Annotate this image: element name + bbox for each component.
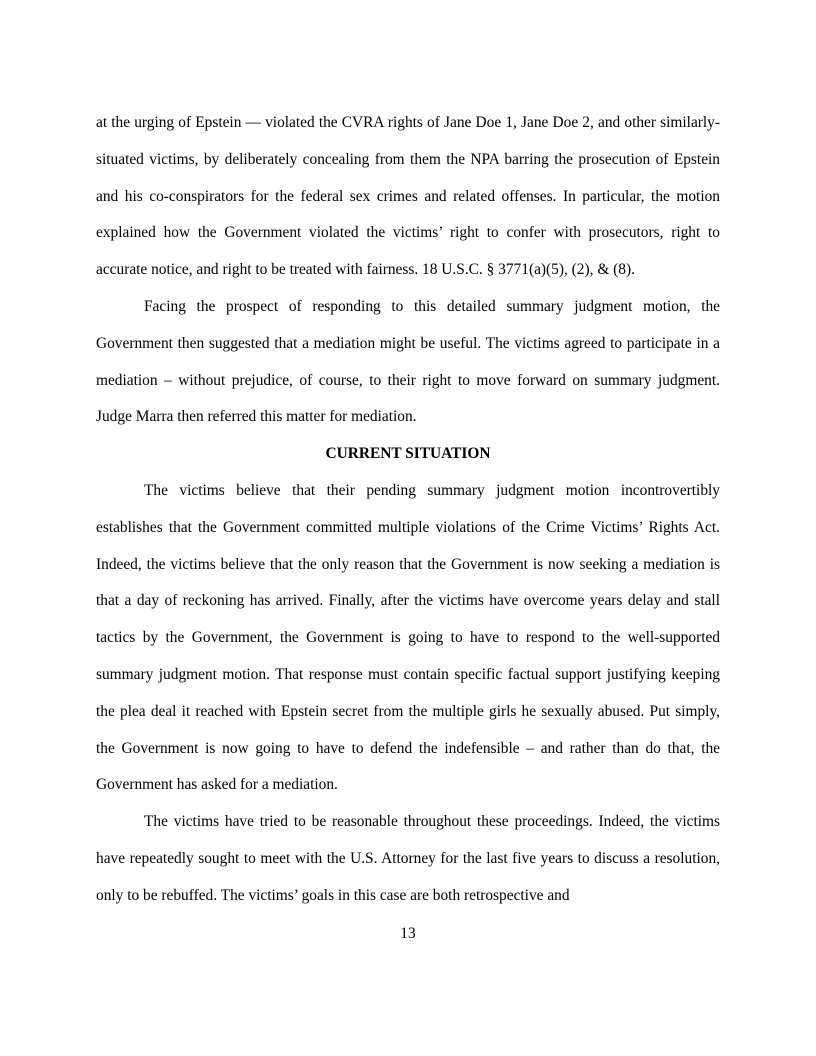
paragraph-summary-judgment: The victims believe that their pending summary judgment motion incontrovertibly establishes that the Government committed multiple violations of the Crime Victims’ Rights Act. Indeed, the victims believe that the only reason that the Government is now seeking a mediation is that a day of reckoning has arrived. Finally, after the victims have overcome years delay and stall tactics by the Government, the Government is going to have to respond to the well-supported summary judgment motion. That response must contain specific factual support justifying keeping the plea deal it reached with Epstein secret from the multiple girls he sexually abused. Put simply, the Government is now going to have to defend the indefensible – and rather than do that, the Government has asked for a mediation. — [96, 481, 720, 794]
paragraph-continuation: at the urging of Epstein — violated the CVRA rights of Jane Doe 1, Jane Doe 2, and other similarly-situated victims, by deliberately concealing from them the NPA barring the prosecution of Epstein and his co-conspirators for the federal sex crimes and related offenses. In particular, the motion explained how the Government violated the victims’ right to confer with prosecutors, right to accurate notice, and right to be treated with fairness. 18 U.S.C. § 3771(a)(5), (2), & (8). — [96, 114, 720, 279]
document-body — [96, 105, 720, 915]
section-heading: CURRENT SITUATION — [325, 445, 491, 463]
paragraph-mediation-suggestion: Facing the prospect of responding to this detailed summary judgment motion, the Government then suggested that a mediation might be useful. The victims agreed to participate in a mediation – without prejudice, of course, to their right to move forward on summary judgment. Judge Marra then referred this matter for mediation. — [96, 297, 720, 426]
page-number: 13 — [400, 925, 416, 942]
paragraph-reasonable: The victims have tried to be reasonable throughout these proceedings. Indeed, the victims have repeatedly sought to meet with the U.S. Attorney for the last five years to discuss a resolution, only to be rebuffed. The victims’ goals in this case are both retrospective and — [96, 813, 720, 904]
